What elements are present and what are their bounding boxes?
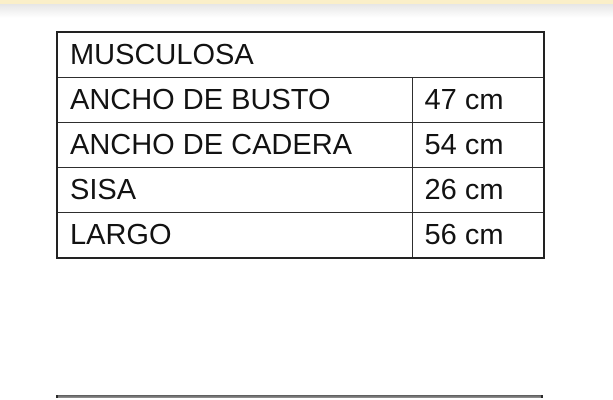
measure-value: 56 cm	[412, 213, 544, 259]
table-row	[57, 213, 544, 259]
measure-value: 54 cm	[412, 123, 544, 168]
size-table-title: MUSCULOSA	[57, 32, 544, 78]
measure-label: ANCHO DE BUSTO	[57, 78, 412, 123]
next-table-top-border	[56, 395, 543, 398]
size-table	[56, 31, 545, 259]
table-row	[57, 168, 544, 213]
table-row	[57, 123, 544, 168]
table-row	[57, 78, 544, 123]
size-table-header-row	[57, 32, 544, 78]
measure-value: 47 cm	[412, 78, 544, 123]
measure-label: ANCHO DE CADERA	[57, 123, 412, 168]
measure-label: SISA	[57, 168, 412, 213]
measure-label: LARGO	[57, 213, 412, 259]
top-shadow-gradient	[0, 4, 613, 18]
measure-value: 26 cm	[412, 168, 544, 213]
